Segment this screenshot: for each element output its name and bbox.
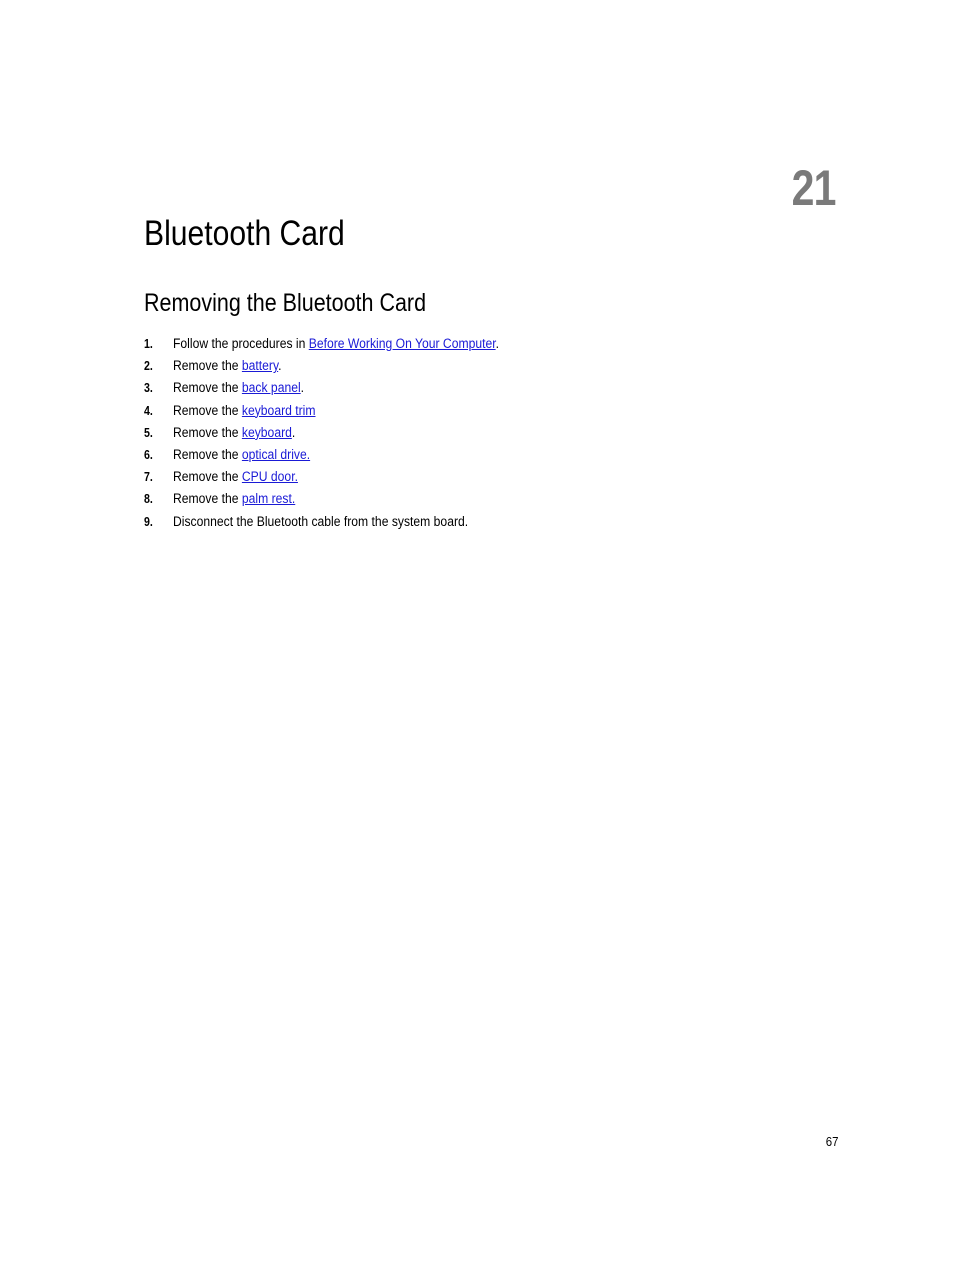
page-number: 67 <box>825 1134 838 1149</box>
back-panel-link[interactable]: back panel <box>241 380 301 396</box>
procedure-steps <box>144 333 844 533</box>
step-text-after: . <box>291 424 296 440</box>
step-text-after: . <box>495 336 499 351</box>
list-item <box>144 333 844 355</box>
step-number: 6. <box>144 447 153 462</box>
step-text <box>173 488 295 510</box>
step-text-before: Disconnect the Bluetooth cable from the system board. <box>173 513 469 529</box>
list-item <box>144 400 844 422</box>
palm-rest-link[interactable]: palm rest. <box>241 491 296 507</box>
chapter-title: Bluetooth Card <box>144 214 345 253</box>
step-number: 5. <box>144 425 153 440</box>
step-text <box>173 333 499 355</box>
step-text-after: . <box>278 358 282 374</box>
optical-drive-link[interactable]: optical drive. <box>241 446 311 462</box>
list-item <box>144 444 844 466</box>
list-item <box>144 422 844 444</box>
step-text-before: Remove the <box>173 491 242 507</box>
list-item <box>144 377 844 399</box>
step-text-after: . <box>300 380 305 396</box>
step-text-before: Remove the <box>173 358 242 374</box>
step-text <box>173 377 304 399</box>
step-number: 7. <box>144 470 153 485</box>
keyboard-link[interactable]: keyboard <box>241 424 292 440</box>
before-working-link[interactable]: Before Working On Your Computer <box>308 336 496 351</box>
step-text <box>173 422 295 444</box>
step-text <box>173 444 310 466</box>
battery-link[interactable]: battery <box>241 358 279 374</box>
step-text-before: Remove the <box>173 446 242 462</box>
section-title: Removing the Bluetooth Card <box>144 289 427 317</box>
step-text-before: Remove the <box>173 402 242 418</box>
step-number: 4. <box>144 403 153 418</box>
step-text <box>173 511 468 533</box>
step-number: 8. <box>144 492 153 507</box>
list-item <box>144 355 844 377</box>
step-text <box>173 400 315 422</box>
keyboard-trim-link[interactable]: keyboard trim <box>241 402 316 418</box>
step-number: 3. <box>144 381 153 396</box>
step-number: 2. <box>144 359 153 374</box>
step-text <box>173 466 298 488</box>
step-text-before: Follow the procedures in <box>173 336 309 351</box>
list-item <box>144 466 844 488</box>
step-text-before: Remove the <box>173 424 242 440</box>
list-item <box>144 488 844 510</box>
step-text <box>173 355 282 377</box>
step-text-before: Remove the <box>173 469 242 485</box>
list-item <box>144 511 844 533</box>
step-text-before: Remove the <box>173 380 242 396</box>
step-number: 1. <box>144 337 153 351</box>
step-number: 9. <box>144 514 153 529</box>
chapter-number: 21 <box>792 160 836 216</box>
cpu-door-link[interactable]: CPU door. <box>241 469 298 485</box>
